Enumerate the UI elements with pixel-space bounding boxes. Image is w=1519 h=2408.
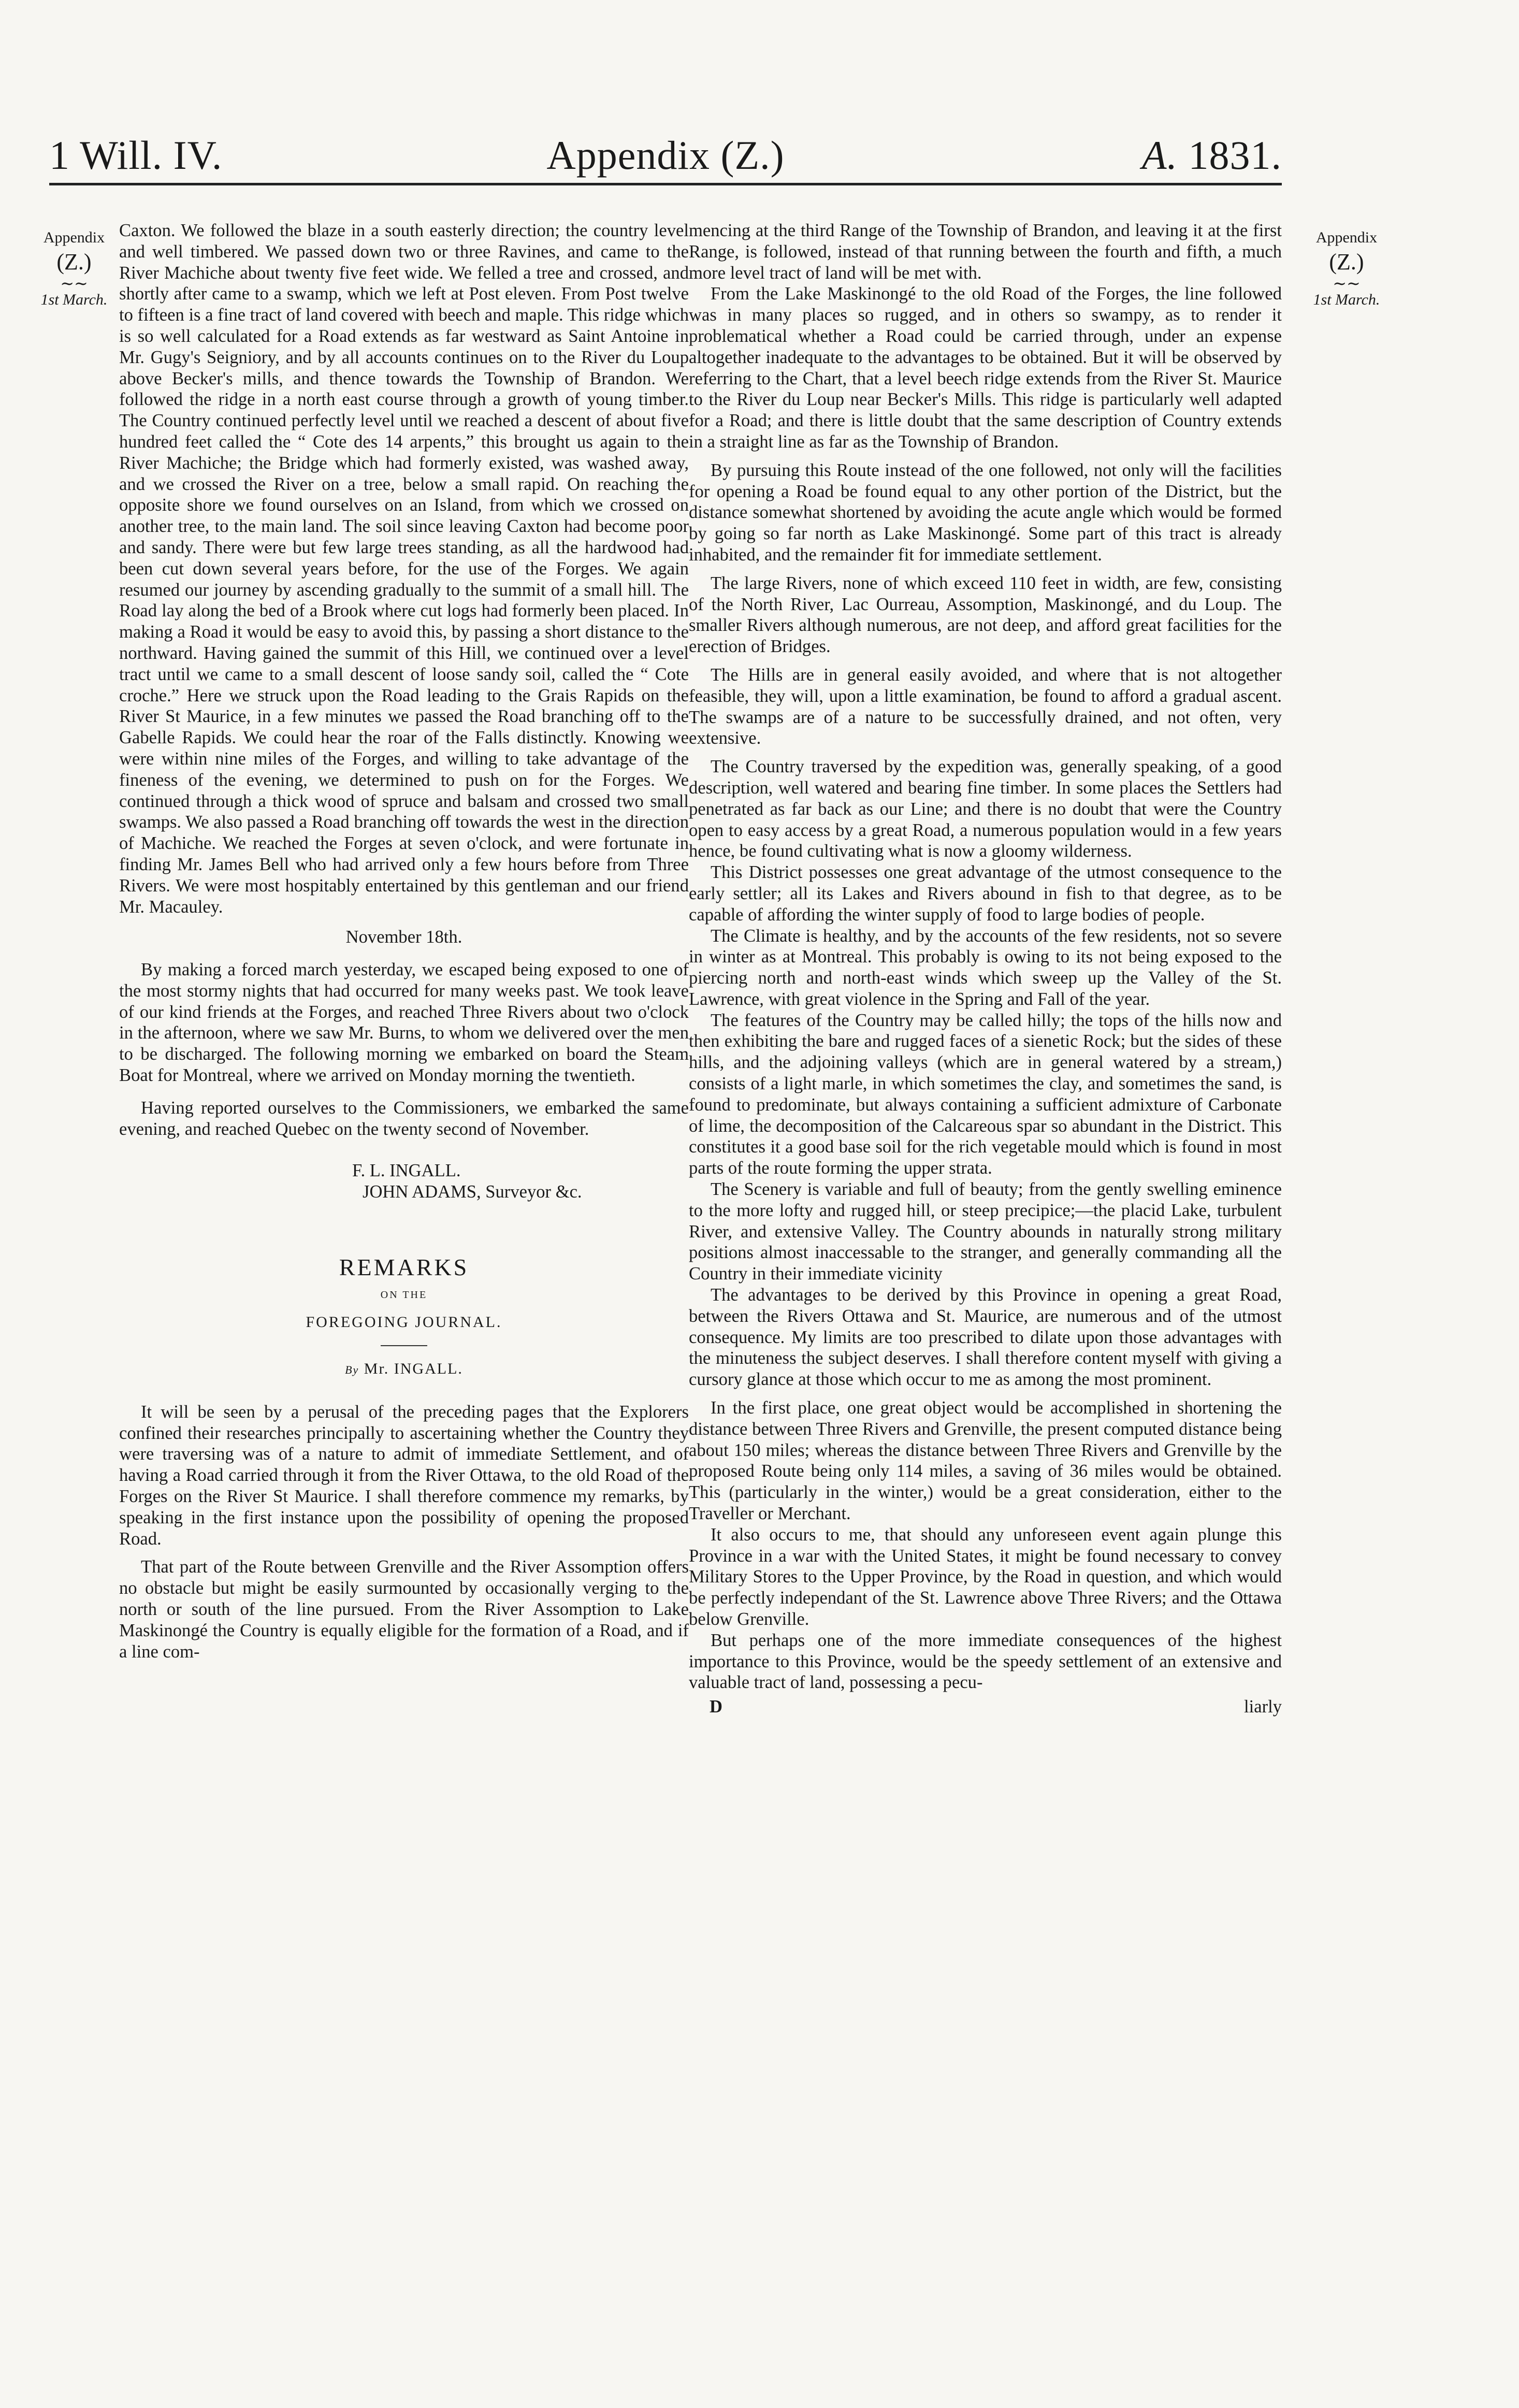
remarks-paragraph: The Country traversed by the expedition was, generally speaking, of a good description, well watered and bearing fine timber. In some places the Settlers had penetrated as far back as our Line; and there is no doubt that were the Country open to easy access by a great Road, a numerous population would in a few years hence, be found cultivating what is now a gloomy wilderness. [689,757,1282,861]
header-appendix-title: Appendix (Z.) [546,133,785,178]
remarks-paragraph: The Climate is healthy, and by the accounts of the few residents, not so severe in winter as at Montreal. This probably is owing to its not being exposed to the piercing north and north-east winds which sweep up the Valley of the St. Lawrence, with great violence in the Spring and Fall of the year. [689,926,1282,1009]
byline-name: Mr. INGALL. [364,1360,463,1378]
catchword: liarly [1244,1697,1282,1717]
margin-date: 1st March. [40,291,108,308]
remarks-on-the: ON THE [380,1289,428,1301]
margin-swash-ornament: ∼∼ [1333,274,1361,293]
margin-swash-ornament: ∼∼ [60,274,88,293]
remarks-paragraph: The advantages to be derived by this Province in opening a great Road, between the Rivers Ottawa and St. Maurice, are numerous and of the utmost consequence. My limits are too prescribed to dilate upon those advantages with the minuteness the subject deserves. I shall therefore content myself with giving a cursory glance at those which occur to me as among the most prominent. [689,1285,1282,1390]
left-column [119,220,689,1662]
header-regnal-year: 1 Will. IV. [49,133,223,178]
margin-appendix-word: Appendix [1315,229,1378,246]
remarks-paragraph: The large Rivers, none of which exceed 110 feet in width, are few, consisting of the North River, Lac Ourreau, Assomption, Maskinongé, and du Loup. The smaller Rivers although numerous, are not deep, and afford great facilities for the erection of Bridges. [689,573,1282,657]
section-rule [381,1345,427,1346]
remarks-paragraph: By pursuing this Route instead of the one followed, not only will the facilities for opening a Road be found equal to any other portion of the District, but the distance somewhat shortened by avoiding the acute angle which would be formed by going so far north as Lake Maskinongé. Some part of this tract is already inhabited, and the remainder fit for immediate settlement. [689,460,1282,565]
remarks-paragraph: The Scenery is variable and full of beauty; from the gently swelling eminence to the more lofty and rugged hill, or steep precipice;—the placid Lake, turbulent River, and extensive Valley. The Country abounds in naturally strong military positions almost inaccessable to the stranger, and generally commanding all the Country in their immediate vicinity [689,1179,1282,1284]
page-footer [689,1696,1282,1718]
margin-date: 1st March. [1313,291,1380,308]
header-year [1142,129,1282,181]
right-column [689,220,1282,1718]
journal-paragraph: Having reported ourselves to the Commissioners, we embarked the same evening, and reached Quebec on the twenty second of November. [119,1098,689,1139]
remarks-paragraph: The Hills are in general easily avoided, and where that is not altogether feasible, they will, upon a little examination, be found to afford a gradual ascent. The swamps are of a nature to be successfully drained, and not often, very extensive. [689,665,1282,748]
header-rule [49,183,1282,185]
remarks-paragraph: From the Lake Maskinongé to the old Road of the Forges, the line followed was in many places so rugged, and in others so swampy, as to render it problematical whether a Road could be carried through, under an expense altogether inadequate to the advantages to be obtained. But it will be observed by referring to the Chart, that a level beech ridge extends from the River St. Maurice to the River du Loup near Becker's Mills. This ridge is particularly well adapted for a Road; and there is little doubt that the same description of Country extends in a straight line as far as the Township of Brandon. [689,284,1282,452]
remarks-paragraph: It also occurs to me, that should any unforeseen event again plunge this Province in a war with the United States, it might be found necessary to convey Military Stores to the Upper Province, by the Road in question, and which would be perfectly independant of the St. Lawrence above Three Rivers; and the Ottawa below Grenville. [689,1524,1282,1629]
byline-label: By [345,1363,359,1377]
remarks-paragraph: The features of the Country may be called hilly; the tops of the hills now and then exhibiting the bare and rugged faces of a sienetic Rock; but the sides of these hills, and the adjoining valleys (which are in general watered by a stream,) consists of a light marle, in which sometimes the clay, and sometimes the sand, is found to predominate, but always containing a sufficient admixture of Carbonate of lime, the decomposition of the Calcareous spar so abundant in the District. This constitutes it a good base soil for the rich vegetable mould which is found in most parts of the route forming the upper strata. [689,1010,1282,1178]
signature-adams: JOHN ADAMS, Surveyor &c. [363,1182,582,1202]
remarks-paragraph: In the first place, one great object would be accomplished in shortening the distance between Three Rivers and Grenville, the present computed distance being about 150 miles; whereas the distance between Three Rivers and Grenville by the proposed Route being only 114 miles, a saving of 36 miles would be obtained. This (particularly in the winter,) would be a great consideration, either to the Traveller or Merchant. [689,1398,1282,1524]
remarks-paragraph: This District possesses one great advantage of the utmost consequence to the early settler; all its Lakes and Rivers abound in fish to that degree, as to be capable of affording the winter supply of food to large bodies of people. [689,862,1282,925]
remarks-paragraph: It will be seen by a perusal of the preceding pages that the Explorers confined their researches principally to ascertaining whether the Country they were traversing was of a nature to admit of immediate Settlement, and of having a Road carried through it from the River Ottawa, to the old Road of the Forges on the River St Maurice. I shall therefore commence my remarks, by speaking in the first instance upon the possibility of opening the proposed Road. [119,1402,689,1549]
signature-mark: D [710,1697,722,1717]
date-heading: November 18th. [345,927,462,947]
header-year-prefix: A. [1141,133,1178,178]
margin-appendix-word: Appendix [43,229,105,246]
signature-ingall: F. L. INGALL. [352,1161,461,1181]
running-header [49,129,1282,186]
remarks-paragraph: That part of the Route between Grenville and the River Assomption offers no obstacle but might be easily surmounted by occasionally verging to the north or south of the line pursued. From the River Assomption to Lake Maskinongé the Country is equally eligible for the formation of a Road, and if a line com- [119,1557,689,1662]
remarks-paragraph: But perhaps one of the more immediate consequences of the highest importance to this Province, would be the speedy settlement of an extensive and valuable tract of land, possessing a pecu- [689,1630,1282,1693]
left-margin-note [35,228,113,310]
margin-appendix-letter: (Z.) [1329,249,1364,275]
author-byline [119,1359,689,1381]
remarks-subheading: FOREGOING JOURNAL. [306,1314,502,1331]
remarks-paragraph: mencing at the third Range of the Township of Brandon, and leaving it at the first Range, is followed, instead of that running between the fourth and fifth, a much more level tract of land will be met with. [689,221,1282,283]
journal-paragraph: Caxton. We followed the blaze in a south easterly direction; the country level and well timbered. We passed down two or three Ravines, and came to the River Machiche about twenty five feet wide. We felled a tree and crossed, and shortly after came to a swamp, which we left at Post eleven. From Post twelve to fifteen is a fine tract of land covered with beech and maple. This ridge which is so well calculated for a Road extends as far westward as Saint Antoine in Mr. Gugy's Seigniory, and by all accounts continues on to the River du Loup above Becker's mills, and thence towards the Township of Brandon. We followed the ridge in a north east course through a growth of young timber. The Country continued perfectly level until we reached a descent of about five hundred feet called the “ Cote des 14 arpents,” this brought us again to the River Machiche; the Bridge which had formerly existed, was washed away, and we crossed the River on a tree, below a small rapid. On reaching the opposite shore we found ourselves on an Island, from which we crossed on another tree, to the main land. The soil since leaving Caxton had become poor and sandy. There were but few large trees standing, as all the hardwood had been cut down several years before, for the use of the Forges. We again resumed our journey by ascending gradually to the summit of a small hill. The Road lay along the bed of a Brook where cut logs had formerly been placed. In making a Road it would be easy to avoid this, by passing a short distance to the northward. Having gained the summit of this Hill, we continued over a level tract until we came to a small descent of loose sandy soil, called the “ Cote croche.” Here we struck upon the Road leading to the Grais Rapids on the River St Maurice, in a few minutes we passed the Road branching off to the Gabelle Rapids. We could hear the roar of the Falls distinctly. Knowing we were within nine miles of the Forges, and willing to take advantage of the fineness of the evening, we determined to push on for the Forges. We continued through a thick wood of spruce and balsam and crossed two small swamps. We also passed a Road branching off towards the west in the direction of Machiche. We reached the Forges at seven o'clock, and were fortunate in finding Mr. James Bell who had arrived only a few hours before from Three Rivers. We were most hospitably entertained by this gentleman and our friend Mr. Macauley. [119,221,689,917]
right-margin-note [1284,228,1409,310]
remarks-heading: REMARKS [339,1254,469,1281]
header-year-number: 1831. [1188,133,1282,178]
journal-paragraph: By making a forced march yesterday, we escaped being exposed to one of the most stormy nights that had occurred for many weeks past. We took leave of our kind friends at the Forges, and reached Three Rivers about two o'clock in the afternoon, where we saw Mr. Burns, to whom we delivered over the men to be discharged. The following morning we embarked on board the Steam Boat for Montreal, where we arrived on Monday morning the twentieth. [119,960,689,1086]
margin-appendix-letter: (Z.) [56,249,92,275]
